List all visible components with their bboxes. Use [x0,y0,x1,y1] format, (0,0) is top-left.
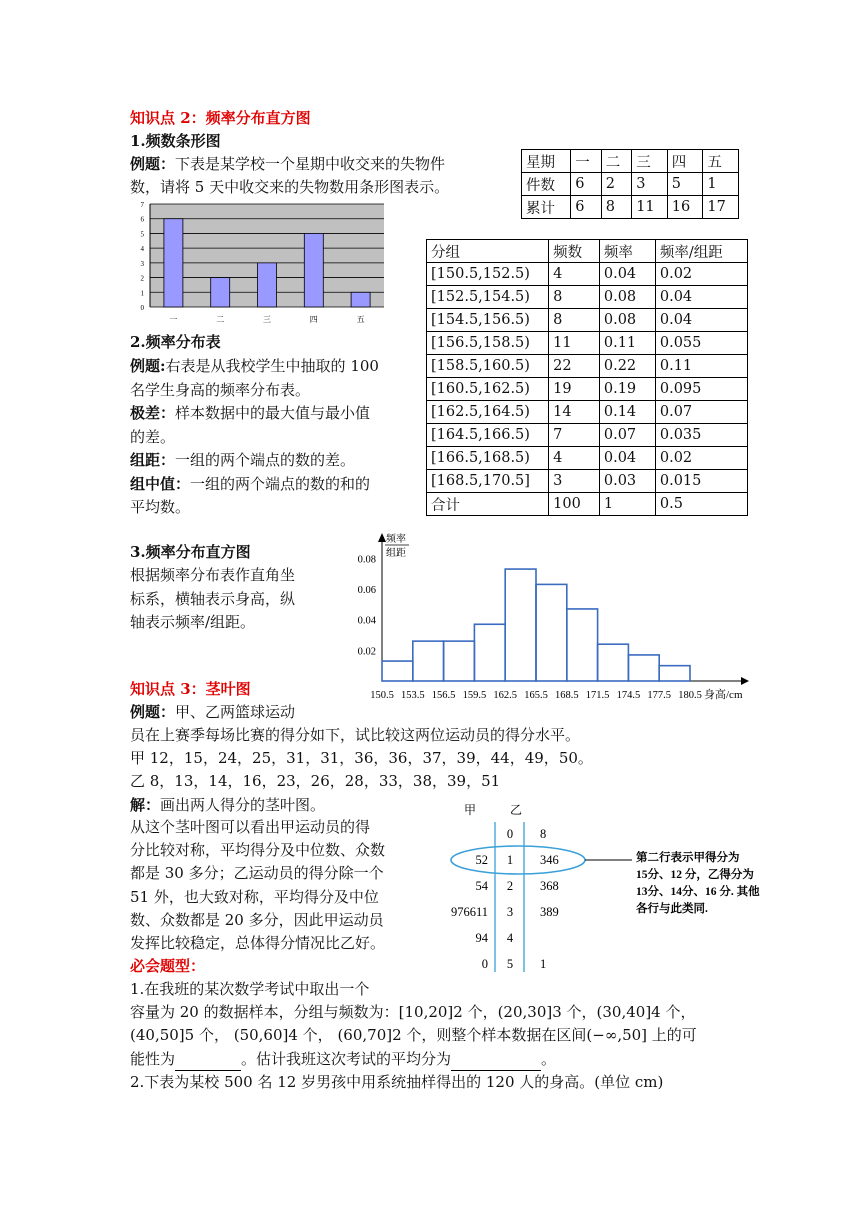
freq-table-row [427,447,748,470]
week-cell: 3 [632,173,668,196]
y-tick-label: 0.04 [357,615,376,627]
example-label: 例题： [130,155,176,173]
freq-cell: [160.5,162.5) [427,378,549,401]
y-tick-label: 3 [140,259,144,268]
x-tick-label: 171.5 [585,690,610,701]
bar [258,263,277,307]
freq-table-row [427,355,748,378]
freq-cell: [154.5,156.5) [427,309,549,332]
week-row-label: 星期 [522,150,571,173]
freq-cell: 0.04 [599,263,655,286]
freq-cell: 0.08 [599,309,655,332]
freq-header-cell: 频率 [599,240,655,263]
callout-note: 15分、12 分，乙得分为 [636,869,754,881]
histogram-chart [346,528,758,704]
example-text: 甲、乙两篮球运动 [175,703,296,721]
freq-cell: [158.5,160.5) [427,355,549,378]
freq-cell: 3 [549,470,600,493]
freq-cell: 0.03 [599,470,655,493]
highlight-ellipse [451,846,585,874]
week-table-row [522,173,739,196]
bar [164,219,183,307]
x-tick-label: 168.5 [554,690,579,701]
example-text: 下表是某学校一个星期中收交来的失物件 [175,155,446,173]
freq-cell: [156.5,158.5) [427,332,549,355]
section4-example-cont: 员在上赛季每场比赛的得分如下，试比较这两位运动员的得分水平。 [130,726,581,744]
week-cell: 8 [601,196,631,219]
stem-value: 4 [506,931,514,945]
histogram-bar [505,569,536,681]
week-cell: 二 [601,150,631,173]
width-text: 一组的两个端点的数的差。 [175,451,356,469]
freq-table-row [427,286,748,309]
freq-header-cell: 分组 [427,240,549,263]
x-axis-label: 身高/cm [704,689,743,701]
x-tick-label: 177.5 [647,690,672,701]
freq-cell: 0.02 [655,447,747,470]
week-cell: 6 [571,196,601,219]
q1-line1: 1.在我班的某次数学考试中取出一个 [130,980,370,998]
x-tick-label: 174.5 [616,690,641,701]
q2-line: 2.下表为某校 500 名 12 岁男孩中用系统抽样得出的 120 人的身高。(单位 cm) [130,1073,664,1091]
freq-cell: 0.04 [655,286,747,309]
section1-example-cont: 数，请将 5 天中收交来的失物数用条形图表示。 [130,178,450,196]
freq-cell: 8 [549,309,600,332]
week-cell: 16 [667,196,703,219]
answer-blank-2[interactable] [451,1048,541,1071]
leaf-right: 389 [540,905,559,919]
week-cell: 17 [703,196,739,219]
x-tick-label: 四 [309,315,318,324]
freq-cell: 0.055 [655,332,747,355]
jia-scores: 甲 12，15，24，25，31，31，36，36，37，39，44，49，50。 [130,749,593,767]
histogram-bar [382,661,413,681]
y-tick-label: 5 [140,230,144,239]
yi-scores: 乙 8，13，14，16，23，26，28，33，38，39，51 [130,772,501,790]
stem-value: 1 [506,853,514,867]
week-cell: 5 [667,173,703,196]
freq-header-cell: 频数 [549,240,600,263]
callout-note: 13分、14分、16 分. 其他 [636,886,760,898]
analysis-text [130,816,385,955]
q1-line3: (40,50]5 个， (50,60]4 个， (60,70]2 个，则整个样本数据在区间(−∞,50] 上的可 [130,1026,697,1044]
freq-cell: 0.035 [655,424,747,447]
kp3-title: 知识点 3：茎叶图 [130,680,251,698]
section4-example [130,701,295,723]
leaf-left: 0 [481,957,488,971]
range-text-cont: 的差。 [130,427,176,446]
bar-chart [128,196,390,330]
freq-cell: [162.5,164.5) [427,401,549,424]
frequency-table [426,239,748,516]
freq-table-header [427,240,748,263]
section3-text [130,564,295,635]
stem-value: 0 [506,827,514,841]
freq-cell: 0.08 [599,286,655,309]
x-tick-label: 162.5 [493,690,518,701]
section2-heading: 2.频率分布表 [130,333,221,351]
section1-example [130,153,445,175]
section3-heading: 3.频率分布直方图 [130,543,251,561]
y-tick-label: 0.08 [357,554,376,566]
freq-cell: 合计 [427,493,549,516]
week-cell: 四 [667,150,703,173]
y-tick-label: 4 [140,245,144,254]
freq-cell: [150.5,152.5) [427,263,549,286]
analysis-line: 数、众数都是 20 多分，因此甲运动员 [130,910,384,929]
freq-cell: 22 [549,355,600,378]
histogram-bar [659,666,690,681]
week-cell: 五 [703,150,739,173]
leaf-right: 368 [540,879,559,893]
example-text: 右表是从我校学生中抽取的 100 [165,357,379,375]
freq-cell: 0.07 [599,424,655,447]
q1-text: 。 [541,1050,557,1068]
bar [304,233,323,307]
y-tick-label: 6 [140,215,144,224]
week-table [521,149,739,219]
analysis-line: 从这个茎叶图可以看出甲运动员的得 [130,818,371,836]
freq-cell: 8 [549,286,600,309]
histogram-bar [628,655,659,681]
freq-cell: 1 [599,493,655,516]
freq-table-row [427,332,748,355]
week-cell: 11 [632,196,668,219]
stem-leaf-plot [436,800,766,978]
freq-header-cell: 频率/组距 [655,240,747,263]
freq-cell: 0.04 [655,309,747,332]
freq-cell: 0.11 [655,355,747,378]
freq-cell: 0.02 [655,263,747,286]
freq-cell: 7 [549,424,600,447]
q1-line4 [130,1048,556,1071]
week-table-row [522,150,739,173]
q1-text: 能性为 [130,1050,176,1068]
freq-cell: 0.04 [599,447,655,470]
week-row-label: 件数 [522,173,571,196]
stem-value: 5 [506,957,514,971]
y-axis-arrow [378,533,386,542]
week-cell: 一 [571,150,601,173]
range-label: 极差： [130,404,176,422]
histogram-bar [444,641,475,681]
histogram-bar [536,584,567,681]
y-tick-label: 2 [140,274,144,283]
freq-cell: 14 [549,401,600,424]
freq-cell: [164.5,166.5) [427,424,549,447]
freq-cell: 0.22 [599,355,655,378]
example-label: 例题: [130,357,166,375]
mid-text-cont: 平均数。 [130,498,191,516]
x-axis-arrow [741,677,749,685]
x-tick-label: 一 [169,315,178,324]
freq-cell: 0.07 [655,401,747,424]
freq-cell: 4 [549,447,600,470]
x-tick-label: 五 [356,315,365,324]
must-title: 必会题型： [130,957,206,975]
stemleaf-head-jia: 甲 [464,803,477,817]
bar [211,278,230,307]
leaf-right: 346 [540,853,559,867]
leaf-left: 976611 [450,905,488,919]
x-tick-label: 156.5 [431,690,456,701]
freq-table-row [427,470,748,493]
section3-line: 轴表示频率/组距。 [130,613,256,631]
histogram-bar [474,624,505,681]
section3-line: 根据频率分布表作直角坐 [130,566,296,584]
freq-cell: 100 [549,493,600,516]
freq-cell: 11 [549,332,600,355]
freq-table-row [427,378,748,401]
x-tick-label: 180.5 [678,690,702,701]
week-cell: 6 [571,173,601,196]
bar [351,292,370,307]
y-axis-label-top: 频率 [386,534,406,545]
week-cell: 三 [632,150,668,173]
leaf-left: 52 [475,853,488,867]
x-tick-label: 165.5 [524,690,548,701]
callout-note: 各行与此类同. [636,903,708,915]
freq-table-row [427,263,748,286]
y-tick-label: 1 [140,289,144,298]
solution-line [130,794,325,816]
freq-table-row [427,309,748,332]
stemleaf-head-yi: 乙 [510,803,523,817]
leaf-right: 1 [540,957,547,971]
y-tick-label: 7 [140,201,144,209]
x-tick-label: 二 [216,315,225,324]
q1-line2: 容量为 20 的数据样本，分组与频数为：[10,20]2 个，(20,30]3 个，(30,40]4 个， [130,1003,696,1021]
x-tick-label: 153.5 [400,690,425,701]
stem-value: 3 [506,905,514,919]
freq-cell: 0.015 [655,470,747,493]
freq-cell: 0.095 [655,378,747,401]
analysis-line: 都是 30 多分；乙运动员的得分除一个 [130,864,384,883]
q1-text: 。估计我班这次考试的平均分为 [241,1050,452,1068]
histogram-bar [413,641,444,681]
freq-table-row [427,493,748,516]
week-table-row [522,196,739,219]
range-text: 样本数据中的最大值与最小值 [175,404,371,422]
x-tick-label: 三 [263,315,271,324]
solution-text: 画出两人得分的茎叶图。 [160,796,326,814]
freq-table-row [427,401,748,424]
freq-cell: [166.5,168.5) [427,447,549,470]
answer-blank-1[interactable] [175,1048,241,1071]
example-text-cont: 名学生身高的频率分布表。 [130,380,311,399]
leaf-left: 54 [475,879,488,893]
example-label: 例题： [130,703,176,721]
analysis-line: 分比较对称，平均得分及中位数、众数 [130,841,386,860]
analysis-line: 51 外，也大致对称，平均得分及中位 [130,887,379,906]
freq-cell: 0.5 [655,493,747,516]
y-tick-label: 0 [140,304,144,312]
freq-cell: 0.11 [599,332,655,355]
freq-table-row [427,424,748,447]
freq-cell: [168.5,170.5] [427,470,549,493]
leaf-right: 8 [540,827,547,841]
mid-label: 组中值： [130,474,191,493]
week-row-label: 累计 [522,196,571,219]
solution-label: 解： [130,796,161,814]
mid-text: 一组的两个端点的数的和的 [190,474,371,493]
y-tick-label: 0.06 [357,585,376,596]
freq-cell: 0.19 [599,378,655,401]
histogram-bar [598,644,629,681]
freq-cell: [152.5,154.5) [427,286,549,309]
section1-heading: 1.频数条形图 [130,132,221,150]
y-tick-label: 0.02 [357,646,376,658]
freq-cell: 19 [549,378,600,401]
stem-value: 2 [506,879,514,893]
x-tick-label: 159.5 [462,690,487,701]
section3-line: 标系，横轴表示身高，纵 [130,589,296,608]
freq-cell: 4 [549,263,600,286]
leaf-left: 94 [475,931,488,945]
x-tick-label: 150.5 [370,690,394,701]
analysis-line: 发挥比较稳定，总体得分情况比乙好。 [130,934,386,953]
week-cell: 2 [601,173,631,196]
section2-text [130,355,420,520]
week-cell: 1 [703,173,739,196]
y-axis-label-bottom: 组距 [386,548,406,559]
histogram-bar [567,609,598,681]
width-label: 组距： [130,451,176,469]
freq-cell: 0.14 [599,401,655,424]
kp2-title: 知识点 2：频率分布直方图 [130,109,311,127]
callout-note: 第二行表示甲得分为 [636,852,740,864]
